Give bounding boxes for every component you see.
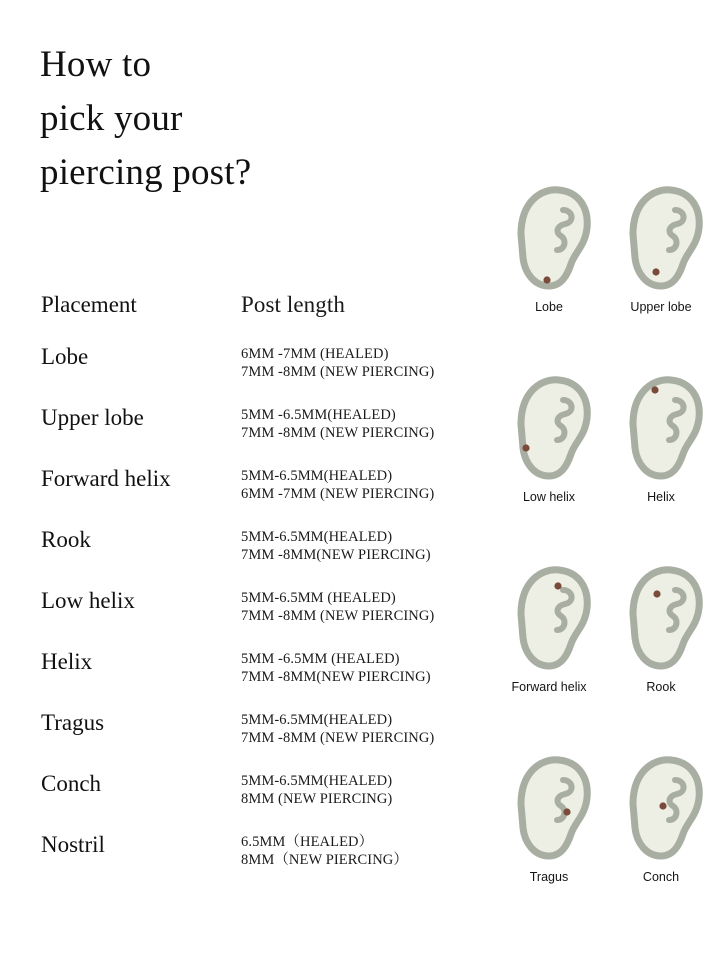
piercing-dot: [522, 444, 529, 451]
length-healed: 5MM-6.5MM(HEALED): [241, 712, 393, 728]
length-new: 6MM -7MM (NEW PIERCING): [241, 485, 435, 502]
length-new: 7MM -8MM (NEW PIERCING): [241, 607, 435, 624]
ear-icon: [501, 560, 597, 678]
ear-diagram-grid: [488, 180, 712, 940]
ear-diagram-forward-helix: [488, 560, 610, 750]
header-post-length: Post length: [241, 292, 345, 317]
length-new: 7MM -8MM (NEW PIERCING): [241, 363, 435, 380]
length-healed: 5MM-6.5MM (HEALED): [241, 590, 396, 606]
table-row: [41, 830, 481, 891]
piercing-dot: [554, 582, 561, 589]
ear-label: Upper lobe: [630, 300, 692, 314]
piercing-dot: [653, 590, 660, 597]
post-length-table: [41, 290, 481, 891]
table-row: [41, 647, 481, 708]
ear-diagram-low-helix: [488, 370, 610, 560]
table-row: [41, 403, 481, 464]
placement-name: Conch: [41, 771, 102, 796]
ear-label: Rook: [646, 680, 676, 694]
placement-name: Upper lobe: [41, 405, 144, 430]
post-length-cell: [241, 647, 481, 686]
placement-name: Rook: [41, 527, 91, 552]
table-header-row: [41, 290, 481, 342]
placement-name: Tragus: [41, 710, 105, 735]
ear-diagram-lobe: [488, 180, 610, 370]
table-row: [41, 769, 481, 830]
piercing-dot: [652, 268, 659, 275]
ear-icon: [613, 180, 709, 298]
length-new: 7MM -8MM (NEW PIERCING): [241, 424, 435, 441]
title-line-2: pick your: [40, 98, 183, 139]
ear-icon: [613, 750, 709, 868]
ear-icon: [613, 560, 709, 678]
ear-label: Low helix: [522, 490, 576, 504]
placement-name: Helix: [41, 649, 93, 674]
placement-name: Low helix: [41, 588, 135, 613]
placement-name: Lobe: [41, 344, 89, 369]
piercing-dot: [651, 386, 658, 393]
table-row: [41, 525, 481, 586]
piercing-dot: [543, 276, 550, 283]
table-row: [41, 342, 481, 403]
post-length-cell: [241, 830, 481, 869]
post-length-cell: [241, 342, 481, 381]
ear-diagram-upper-lobe: [610, 180, 712, 370]
placement-name: Forward helix: [41, 466, 171, 491]
post-length-cell: [241, 586, 481, 625]
piercing-dot: [563, 808, 570, 815]
length-healed: 5MM -6.5MM (HEALED): [241, 651, 400, 667]
piercing-dot: [659, 802, 666, 809]
ear-label: Lobe: [535, 300, 563, 314]
length-healed: 5MM -6.5MM(HEALED): [241, 407, 396, 423]
table-row: [41, 464, 481, 525]
table-row: [41, 586, 481, 647]
length-new: 8MM（NEW PIERCING）: [241, 851, 408, 868]
post-length-cell: [241, 403, 481, 442]
post-length-cell: [241, 708, 481, 747]
placement-name: Nostril: [41, 832, 105, 857]
ear-icon: [501, 750, 597, 868]
ear-icon: [501, 180, 597, 298]
length-healed: 6MM -7MM (HEALED): [241, 346, 389, 362]
post-length-cell: [241, 464, 481, 503]
ear-icon: [613, 370, 709, 488]
title-line-1: How to: [40, 44, 152, 85]
ear-label: Helix: [647, 490, 675, 504]
ear-icon: [501, 370, 597, 488]
length-new: 7MM -8MM (NEW PIERCING): [241, 729, 435, 746]
ear-label: Tragus: [529, 870, 569, 884]
ear-diagram-helix: [610, 370, 712, 560]
ear-label: Conch: [642, 870, 680, 884]
title-line-3: piercing post?: [40, 152, 252, 193]
length-new: 8MM (NEW PIERCING): [241, 790, 393, 807]
ear-diagram-conch: [610, 750, 712, 940]
length-new: 7MM -8MM(NEW PIERCING): [241, 668, 431, 685]
post-length-cell: [241, 525, 481, 564]
header-placement: Placement: [41, 292, 137, 317]
ear-diagram-tragus: [488, 750, 610, 940]
post-length-cell: [241, 769, 481, 808]
table-row: [41, 708, 481, 769]
length-healed: 6.5MM（HEALED）: [241, 834, 374, 850]
length-healed: 5MM-6.5MM(HEALED): [241, 773, 393, 789]
length-healed: 5MM-6.5MM(HEALED): [241, 529, 393, 545]
ear-label: Forward helix: [511, 680, 587, 694]
length-new: 7MM -8MM(NEW PIERCING): [241, 546, 431, 563]
page-title: [40, 38, 470, 200]
length-healed: 5MM-6.5MM(HEALED): [241, 468, 393, 484]
ear-diagram-rook: [610, 560, 712, 750]
